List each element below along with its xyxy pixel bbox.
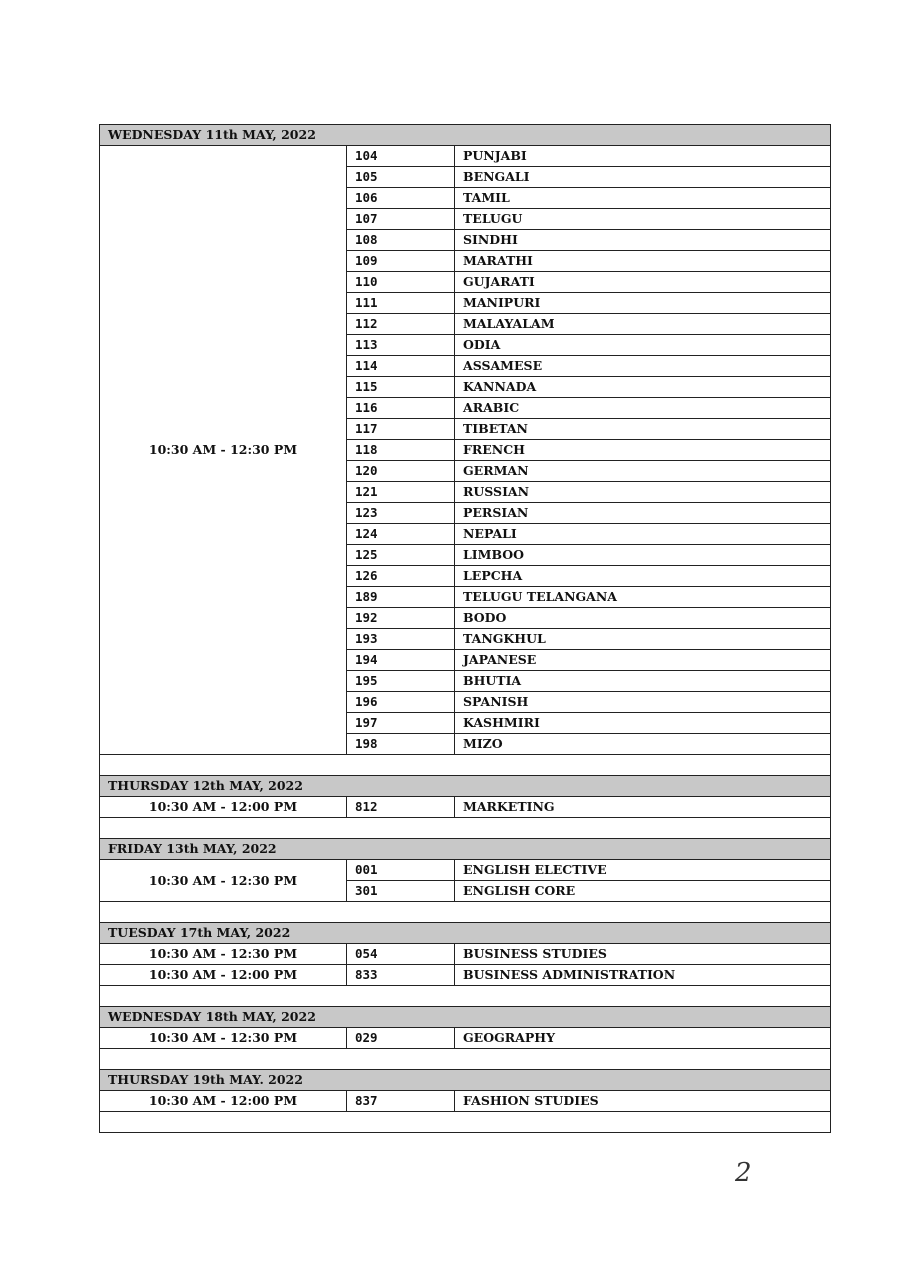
subject-name: RUSSIAN bbox=[455, 482, 831, 503]
spacer-row bbox=[100, 986, 831, 1007]
subject-code: 112 bbox=[347, 314, 455, 335]
spacer-cell bbox=[100, 1049, 831, 1070]
subject-code: 111 bbox=[347, 293, 455, 314]
exam-date: FRIDAY 13th MAY, 2022 bbox=[100, 839, 831, 860]
subject-code: 029 bbox=[347, 1028, 455, 1049]
exam-time: 10:30 AM - 12:00 PM bbox=[100, 965, 347, 986]
subject-code: 124 bbox=[347, 524, 455, 545]
subject-code: 110 bbox=[347, 272, 455, 293]
subject-code: 126 bbox=[347, 566, 455, 587]
paper-row bbox=[100, 860, 831, 881]
subject-code: 121 bbox=[347, 482, 455, 503]
spacer-row bbox=[100, 1049, 831, 1070]
spacer-cell bbox=[100, 902, 831, 923]
subject-code: 107 bbox=[347, 209, 455, 230]
subject-code: 116 bbox=[347, 398, 455, 419]
subject-code: 109 bbox=[347, 251, 455, 272]
subject-code: 833 bbox=[347, 965, 455, 986]
subject-name: NEPALI bbox=[455, 524, 831, 545]
subject-name: TAMIL bbox=[455, 188, 831, 209]
exam-time: 10:30 AM - 12:30 PM bbox=[100, 146, 347, 755]
subject-name: TANGKHUL bbox=[455, 629, 831, 650]
subject-code: 837 bbox=[347, 1091, 455, 1112]
paper-row bbox=[100, 944, 831, 965]
subject-code: 117 bbox=[347, 419, 455, 440]
subject-name: GEOGRAPHY bbox=[455, 1028, 831, 1049]
spacer-cell bbox=[100, 986, 831, 1007]
subject-name: LIMBOO bbox=[455, 545, 831, 566]
subject-name: ASSAMESE bbox=[455, 356, 831, 377]
subject-code: 197 bbox=[347, 713, 455, 734]
spacer-row bbox=[100, 1112, 831, 1133]
exam-time: 10:30 AM - 12:00 PM bbox=[100, 1091, 347, 1112]
date-header-row bbox=[100, 776, 831, 797]
spacer-cell bbox=[100, 1112, 831, 1133]
date-header-row bbox=[100, 125, 831, 146]
subject-name: MANIPURI bbox=[455, 293, 831, 314]
subject-name: KANNADA bbox=[455, 377, 831, 398]
date-header-row bbox=[100, 1007, 831, 1028]
subject-name: ARABIC bbox=[455, 398, 831, 419]
subject-code: 198 bbox=[347, 734, 455, 755]
date-header-row bbox=[100, 839, 831, 860]
subject-code: 105 bbox=[347, 167, 455, 188]
subject-name: FASHION STUDIES bbox=[455, 1091, 831, 1112]
subject-code: 189 bbox=[347, 587, 455, 608]
subject-name: TIBETAN bbox=[455, 419, 831, 440]
subject-name: GUJARATI bbox=[455, 272, 831, 293]
subject-name: KASHMIRI bbox=[455, 713, 831, 734]
subject-name: JAPANESE bbox=[455, 650, 831, 671]
subject-code: 812 bbox=[347, 797, 455, 818]
subject-code: 195 bbox=[347, 671, 455, 692]
subject-code: 001 bbox=[347, 860, 455, 881]
paper-row bbox=[100, 965, 831, 986]
exam-date: WEDNESDAY 18th MAY, 2022 bbox=[100, 1007, 831, 1028]
exam-date: THURSDAY 19th MAY. 2022 bbox=[100, 1070, 831, 1091]
subject-name: BHUTIA bbox=[455, 671, 831, 692]
subject-name: MARATHI bbox=[455, 251, 831, 272]
subject-name: SPANISH bbox=[455, 692, 831, 713]
subject-name: LEPCHA bbox=[455, 566, 831, 587]
page-number: 2 bbox=[735, 1158, 752, 1188]
subject-code: 108 bbox=[347, 230, 455, 251]
subject-name: MARKETING bbox=[455, 797, 831, 818]
exam-date-sheet bbox=[99, 124, 830, 1133]
subject-code: 106 bbox=[347, 188, 455, 209]
subject-code: 114 bbox=[347, 356, 455, 377]
subject-code: 115 bbox=[347, 377, 455, 398]
exam-date: WEDNESDAY 11th MAY, 2022 bbox=[100, 125, 831, 146]
subject-code: 196 bbox=[347, 692, 455, 713]
subject-name: TELUGU bbox=[455, 209, 831, 230]
paper-row bbox=[100, 146, 831, 167]
spacer-cell bbox=[100, 755, 831, 776]
subject-code: 104 bbox=[347, 146, 455, 167]
subject-name: ENGLISH CORE bbox=[455, 881, 831, 902]
subject-code: 193 bbox=[347, 629, 455, 650]
exam-date: TUESDAY 17th MAY, 2022 bbox=[100, 923, 831, 944]
subject-name: GERMAN bbox=[455, 461, 831, 482]
subject-name: MALAYALAM bbox=[455, 314, 831, 335]
spacer-row bbox=[100, 755, 831, 776]
subject-name: BENGALI bbox=[455, 167, 831, 188]
schedule-table bbox=[99, 124, 831, 1133]
subject-name: SINDHI bbox=[455, 230, 831, 251]
date-header-row bbox=[100, 1070, 831, 1091]
subject-name: BUSINESS ADMINISTRATION bbox=[455, 965, 831, 986]
subject-code: 194 bbox=[347, 650, 455, 671]
subject-code: 123 bbox=[347, 503, 455, 524]
subject-name: PERSIAN bbox=[455, 503, 831, 524]
subject-code: 054 bbox=[347, 944, 455, 965]
spacer-row bbox=[100, 818, 831, 839]
schedule-table-body bbox=[100, 125, 831, 1133]
spacer-row bbox=[100, 902, 831, 923]
subject-name: ENGLISH ELECTIVE bbox=[455, 860, 831, 881]
exam-time: 10:30 AM - 12:30 PM bbox=[100, 944, 347, 965]
subject-name: BUSINESS STUDIES bbox=[455, 944, 831, 965]
subject-code: 125 bbox=[347, 545, 455, 566]
exam-time: 10:30 AM - 12:00 PM bbox=[100, 797, 347, 818]
paper-row bbox=[100, 1028, 831, 1049]
subject-name: BODO bbox=[455, 608, 831, 629]
date-header-row bbox=[100, 923, 831, 944]
subject-code: 113 bbox=[347, 335, 455, 356]
subject-name: ODIA bbox=[455, 335, 831, 356]
subject-code: 301 bbox=[347, 881, 455, 902]
exam-date: THURSDAY 12th MAY, 2022 bbox=[100, 776, 831, 797]
exam-time: 10:30 AM - 12:30 PM bbox=[100, 860, 347, 902]
subject-name: FRENCH bbox=[455, 440, 831, 461]
paper-row bbox=[100, 1091, 831, 1112]
subject-code: 118 bbox=[347, 440, 455, 461]
subject-code: 120 bbox=[347, 461, 455, 482]
exam-time: 10:30 AM - 12:30 PM bbox=[100, 1028, 347, 1049]
subject-name: PUNJABI bbox=[455, 146, 831, 167]
subject-code: 192 bbox=[347, 608, 455, 629]
subject-name: TELUGU TELANGANA bbox=[455, 587, 831, 608]
subject-name: MIZO bbox=[455, 734, 831, 755]
spacer-cell bbox=[100, 818, 831, 839]
paper-row bbox=[100, 797, 831, 818]
